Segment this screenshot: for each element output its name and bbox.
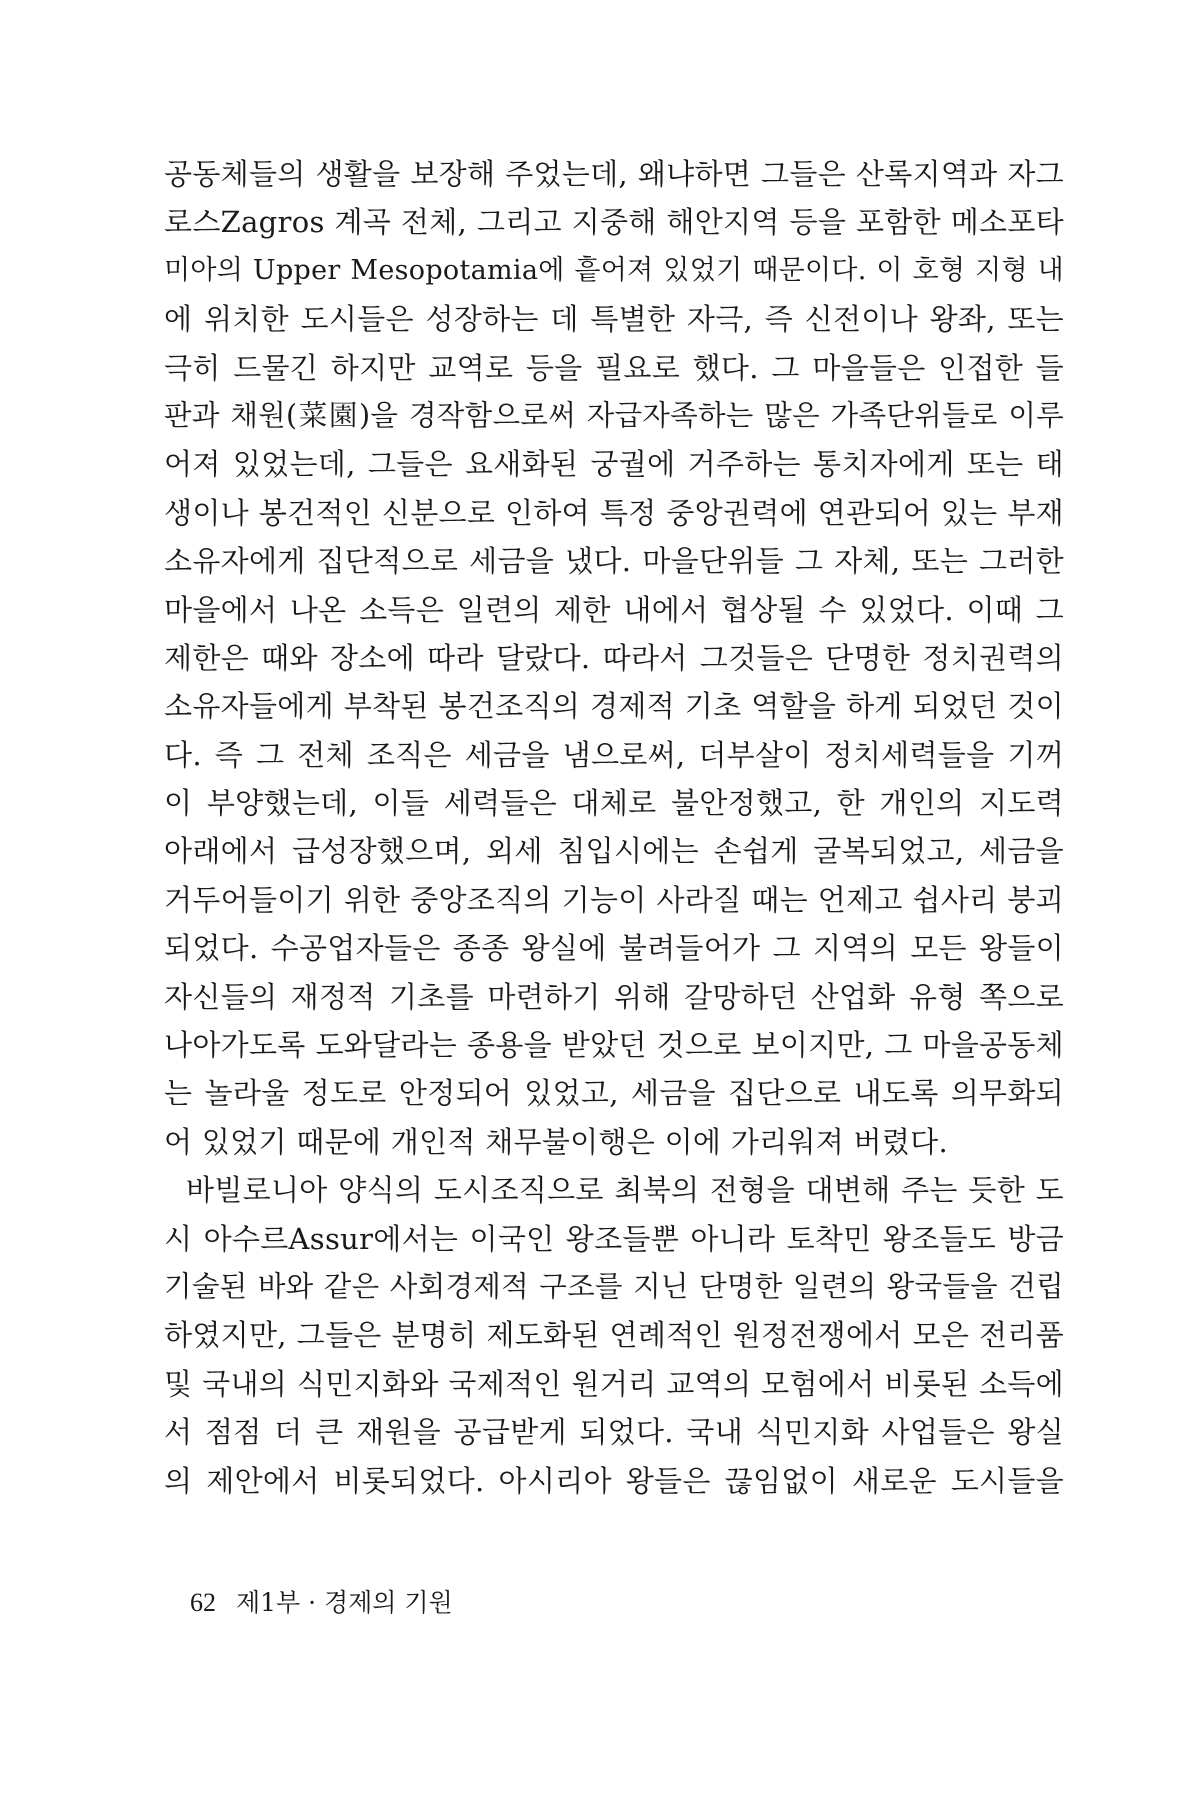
page-footer — [190, 1587, 453, 1619]
text-line: 공동체들의 생활을 보장해 주었는데, 왜냐하면 그들은 산록지역과 자그 — [164, 157, 1064, 191]
text-line: 로스Zagros 계곡 전체, 그리고 지중해 해안지역 등을 포함한 메소포타 — [164, 205, 1064, 240]
text-line: 시 아수르Assur에서는 이국인 왕조들뿐 아니라 토착민 왕조들도 방금 — [164, 1221, 1064, 1256]
text-line: 미아의 Upper Mesopotamia에 흩어져 있었기 때문이다. 이 호형 지형 내 — [164, 254, 1064, 286]
text-line: 하였지만, 그들은 분명히 제도화된 연례적인 원정전쟁에서 모은 전리품 — [164, 1318, 1064, 1353]
text-line: 제한은 때와 장소에 따라 달랐다. 따라서 그것들은 단명한 정치권력의 — [164, 640, 1064, 675]
text-line: 아래에서 급성장했으며, 외세 침입시에는 손쉽게 굴복되었고, 세금을 — [164, 834, 1064, 869]
text-line: 자신들의 재정적 기초를 마련하기 위해 갈망하던 산업화 유형 쪽으로 — [164, 979, 1064, 1014]
text-line: 극히 드물긴 하지만 교역로 등을 필요로 했다. 그 마을들은 인접한 들 — [164, 350, 1064, 385]
text-line: 및 국내의 식민지화와 국제적인 원거리 교역의 모험에서 비롯된 소득에 — [164, 1366, 1064, 1401]
body-text — [164, 150, 1064, 1505]
text-line: 이 부양했는데, 이들 세력들은 대체로 불안정했고, 한 개인의 지도력 — [164, 786, 1064, 821]
text-line: 나아가도록 도와달라는 종용을 받았던 것으로 보이지만, 그 마을공동체 — [164, 1028, 1064, 1063]
text-line: 판과 채원(菜園)을 경작함으로써 자급자족하는 많은 가족단위들로 이루 — [164, 398, 1064, 432]
paragraph-1 — [164, 150, 1064, 1166]
text-line: 서 점점 더 큰 재원을 공급받게 되었다. 국내 식민지화 사업들은 왕실 — [164, 1415, 1064, 1450]
text-line: 어 있었기 때문에 개인적 채무불이행은 이에 가리워져 버렸다. — [164, 1124, 948, 1159]
text-line: 되었다. 수공업자들은 종종 왕실에 불려들어가 그 지역의 모든 왕들이 — [164, 931, 1064, 966]
section-title: 제1부 · 경제의 기원 — [235, 1588, 453, 1617]
paragraph-2 — [164, 1166, 1064, 1505]
text-line: 생이나 봉건적인 신분으로 인하여 특정 중앙권력에 연관되어 있는 부재 — [164, 495, 1064, 530]
text-line: 거두어들이기 위한 중앙조직의 기능이 사라질 때는 언제고 쉽사리 붕괴 — [164, 882, 1064, 917]
text-line: 소유자들에게 부착된 봉건조직의 경제적 기초 역할을 하게 되었던 것이 — [164, 689, 1064, 724]
text-line: 어져 있었는데, 그들은 요새화된 궁궐에 거주하는 통치자에게 또는 태 — [164, 447, 1064, 482]
page-number: 62 — [190, 1588, 216, 1617]
text-line: 소유자에게 집단적으로 세금을 냈다. 마을단위들 그 자체, 또는 그러한 — [164, 544, 1064, 579]
text-line: 에 위치한 도시들은 성장하는 데 특별한 자극, 즉 신전이나 왕좌, 또는 — [164, 302, 1064, 337]
text-line: 기술된 바와 같은 사회경제적 구조를 지닌 단명한 일련의 왕국들을 건립 — [164, 1269, 1064, 1303]
text-line: 는 놀라울 정도로 안정되어 있었고, 세금을 집단으로 내도록 의무화되 — [164, 1076, 1064, 1111]
text-line: 다. 즉 그 전체 조직은 세금을 냄으로써, 더부살이 정치세력들을 기꺼 — [164, 737, 1064, 772]
text-line: 마을에서 나온 소득은 일련의 제한 내에서 협상될 수 있었다. 이때 그 — [164, 592, 1064, 627]
text-line: 바빌로니아 양식의 도시조직으로 최북의 전형을 대변해 주는 듯한 도 — [186, 1173, 1064, 1208]
text-line: 의 제안에서 비롯되었다. 아시리아 왕들은 끊임없이 새로운 도시들을 — [164, 1463, 1064, 1498]
